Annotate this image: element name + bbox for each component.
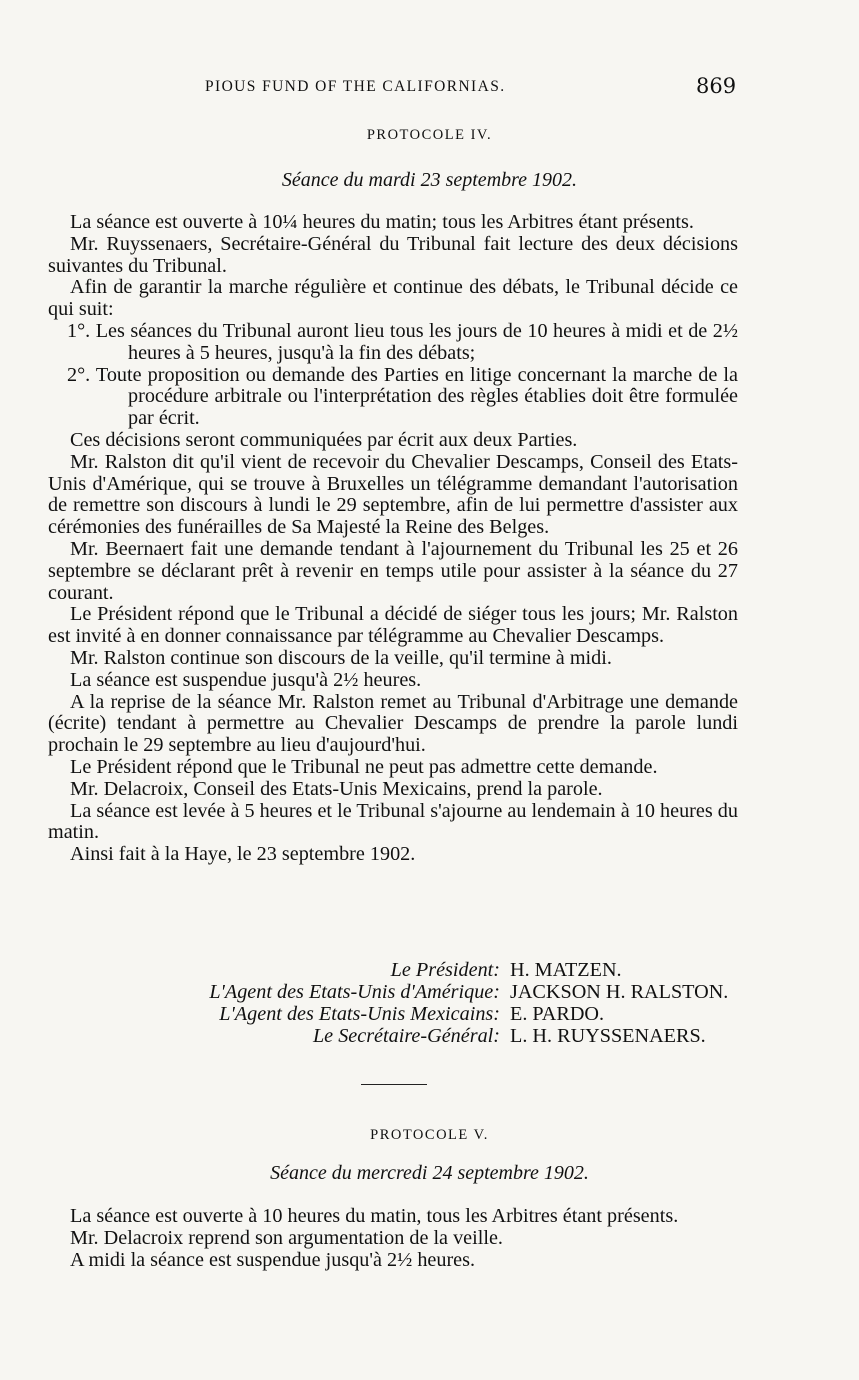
running-header	[0, 74, 859, 100]
paragraph: Mr. Ralston dit qu'il vient de recevoir du Chevalier Descamps, Conseil des Etats-Unis d'Amérique, qui se trouve à Bruxelles un télégramme demandant l'autorisation de remettre son discours à lundi le 29 septembre, afin de lui permettre d'assister aux cérémonies des funérailles de Sa Majesté la Reine des Belges.	[48, 450, 738, 539]
protocol-4-date: Séance du mardi 23 septembre 1902.	[281, 169, 578, 191]
paragraph: Ainsi fait à la Haye, le 23 septembre 1902.	[70, 843, 416, 866]
page-number: 869	[696, 74, 737, 98]
paragraph: La séance est ouverte à 10 heures du matin, tous les Arbitres étant présents.	[70, 1205, 679, 1227]
paragraph: Le Président répond que le Tribunal ne peut pas admettre cette demande.	[70, 755, 658, 778]
paragraph: Mr. Delacroix, Conseil des Etats-Unis Mexicains, prend la parole.	[70, 777, 603, 800]
protocol-5-date: Séance du mercredi 24 septembre 1902.	[270, 1162, 589, 1184]
signatory-name: JACKSON H. RALSTON.	[510, 981, 729, 1003]
paragraph: Mr. Ruyssenaers, Secrétaire-Général du Tribunal fait lecture des deux décisions suivantes du Tribunal.	[48, 232, 738, 277]
protocol-4-heading: PROTOCOLE IV.	[366, 127, 493, 143]
signatory-role: L'Agent des Etats-Unis Mexicains:	[219, 1003, 500, 1025]
list-item: 1°. Les séances du Tribunal auront lieu tous les jours de 10 heures à midi et de 2½ heures à 5 heures, jusqu'à la fin des débats;	[67, 319, 738, 364]
protocol-4-body	[48, 212, 738, 866]
paragraph: Afin de garantir la marche régulière et continue des débats, le Tribunal décide ce qui suit:	[48, 276, 738, 321]
protocol-5-body	[48, 1206, 738, 1271]
paragraph: Le Président répond que le Tribunal a décidé de siéger tous les jours; Mr. Ralston est invité à en donner connaissance par télégramme au Chevalier Descamps.	[48, 603, 738, 648]
paragraph: La séance est levée à 5 heures et le Tribunal s'ajourne au lendemain à 10 heures du matin.	[48, 799, 738, 844]
signature-line	[100, 959, 740, 981]
list-item: 2°. Toute proposition ou demande des Parties en litige concernant la marche de la procédure arbitrale ou l'interprétation des règles établies doit être formulée par écrit.	[67, 363, 738, 430]
running-title: PIOUS FUND OF THE CALIFORNIAS.	[205, 78, 506, 95]
protocol-5-heading: PROTOCOLE V.	[370, 1127, 489, 1143]
signature-line	[100, 1003, 740, 1025]
paragraph: Mr. Beernaert fait une demande tendant à l'ajournement du Tribunal les 25 et 26 septembre se déclarant prêt à revenir en temps utile pour assister à la séance du 27 courant.	[48, 537, 738, 604]
signatory-role: Le Président:	[390, 959, 500, 981]
paragraph: La séance est suspendue jusqu'à 2½ heures.	[70, 668, 422, 691]
signatory-role: Le Secrétaire-Général:	[312, 1025, 500, 1047]
paragraph: A midi la séance est suspendue jusqu'à 2½ heures.	[70, 1248, 476, 1271]
section-divider	[361, 1084, 427, 1085]
paragraph: A la reprise de la séance Mr. Ralston remet au Tribunal d'Arbitrage une demande (écrite) tendant à permettre au Chevalier Descamps de prendre la parole lundi prochain le 29 septembre au lieu d'aujourd'hui.	[48, 690, 738, 757]
signatory-name: L. H. RUYSSENAERS.	[510, 1025, 706, 1047]
paragraph: Mr. Delacroix reprend son argumentation de la veille.	[70, 1226, 503, 1249]
signature-line	[100, 981, 740, 1003]
signatory-role: L'Agent des Etats-Unis d'Amérique:	[209, 981, 500, 1003]
paragraph: Mr. Ralston continue son discours de la veille, qu'il termine à midi.	[70, 646, 612, 669]
paragraph: La séance est ouverte à 10¼ heures du matin; tous les Arbitres étant présents.	[70, 211, 694, 233]
signature-block	[100, 959, 740, 1047]
signatory-name: E. PARDO.	[510, 1003, 605, 1025]
signature-line	[100, 1025, 740, 1047]
paragraph: Ces décisions seront communiquées par écrit aux deux Parties.	[70, 428, 578, 451]
signatory-name: H. MATZEN.	[510, 959, 622, 981]
